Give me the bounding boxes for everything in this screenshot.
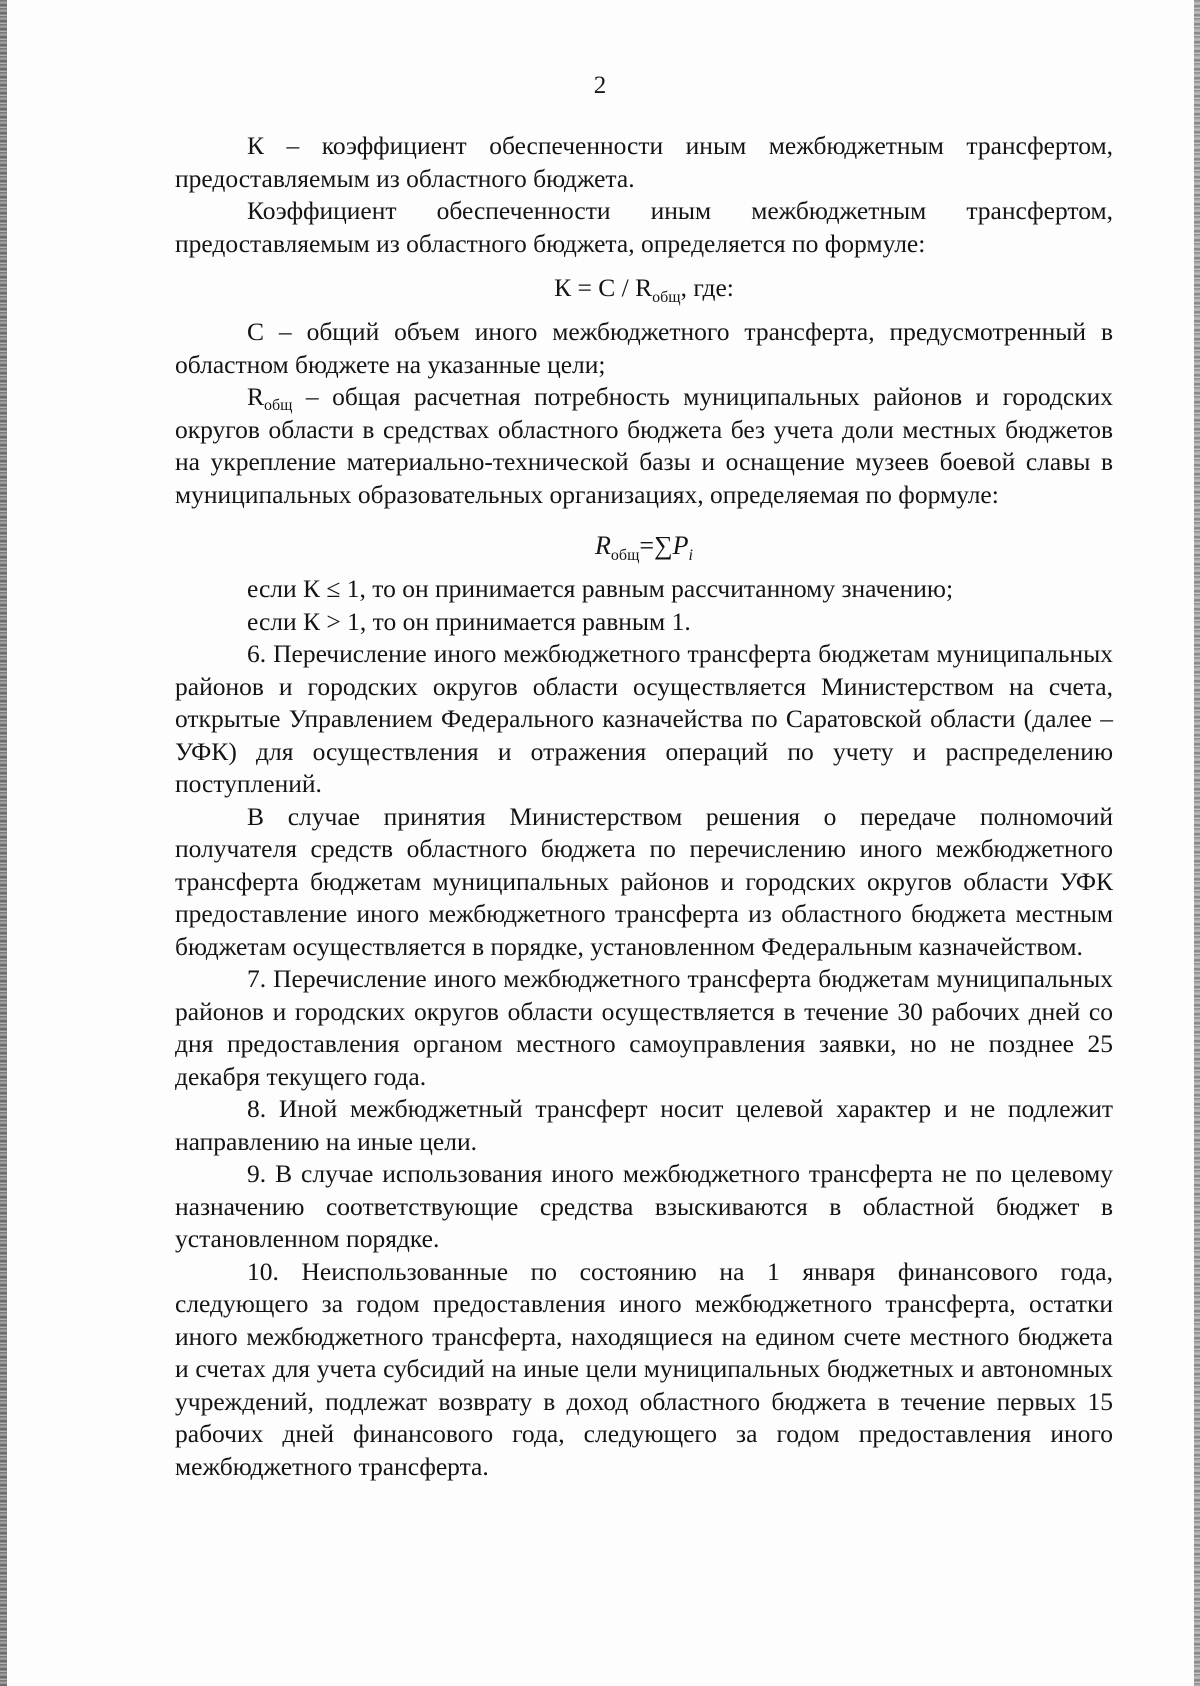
formula-r-term: P [672,531,689,560]
r-definition-text: – общая расчетная потребность муниципальных районов и городских округов области в средствах областного бюджета без учета доли местных бюджетов на укрепление материально-технической базы и оснащение музеев боевой славы в муниципальных образовательных организациях, определяемая по формуле: [175,382,1113,509]
formula-k-rest: , где: [680,273,734,302]
paragraph-item-9: 9. В случае использования иного межбюджетного трансферта не по целевому назначению соответствующие средства взыскиваются в областной бюджет в установленном порядке. [175,1159,1113,1253]
scan-edge-left [0,0,7,1686]
formula-r-lhs: R [595,531,611,560]
formula-r-sum [175,529,1113,563]
paragraph-k-gt-1: если К > 1, то он принимается равным 1. [247,606,691,636]
formula-k [175,271,1113,305]
formula-r-equals: = [639,531,655,560]
formula-r-term-subscript: i [688,547,693,564]
paragraph-c-definition: С – общий объем иного межбюджетного трансферта, предусмотренный в областном бюджете на указанные цели; [175,317,1113,379]
formula-k-subscript: общ [652,289,681,306]
paragraph-r-definition [175,381,1113,511]
paragraph-item-10: 10. Неиспользованные по состоянию на 1 января финансового года, следующего за годом предоставления иного межбюджетного трансферта, остатки иного межбюджетного трансферта, находящиеся на едином счете местного бюджета и счетах для учета субсидий на иные цели муниципальных бюджетных и автономных учреждений, подлежат возврату в доход областного бюджета в течение первых 15 рабочих дней финансового года, следующего за годом предоставления иного межбюджетного трансферта. [175,1256,1113,1481]
page-number: 2 [593,72,607,99]
paragraph-item-8: 8. Иной межбюджетный трансферт носит целевой характер и не подлежит направлению на иные цели. [175,1094,1113,1156]
formula-k-lhs: К = С / R [554,273,653,302]
document-body [175,130,1113,1483]
sigma-icon: ∑ [654,531,673,560]
paragraph-item-6: 6. Перечисление иного межбюджетного трансферта бюджетам муниципальных районов и городских округов области осуществляется Министерством на счета, открытые Управлением Федерального казначейства по Саратовской области (далее – УФК) для осуществления и отражения операций по учету и распределению поступлений. [175,639,1113,798]
r-symbol: R [247,382,265,411]
formula-r-subscript: общ [610,547,640,564]
paragraph-item-7: 7. Перечисление иного межбюджетного трансферта бюджетам муниципальных районов и городских округов области осуществляется в течение 30 рабочих дней со дня предоставления органом местного самоуправления заявки, но не позднее 25 декабря текущего года. [175,964,1113,1091]
r-subscript: общ [264,397,293,414]
paragraph-item-6-ufk: В случае принятия Министерством решения о передаче полномочий получателя средств областного бюджета по перечислению иного межбюджетного трансферта бюджетам муниципальных районов и городских округов области УФК предоставление иного межбюджетного трансферта из областного бюджета местным бюджетам осуществляется в порядке, установленном Федеральным казначейством. [175,801,1113,961]
scan-edge-right [1194,0,1200,1686]
paragraph-k-formula-intro: Коэффициент обеспеченности иным межбюджетным трансфертом, предоставляемым из областного бюджета, определяется по формуле: [175,196,1113,258]
paragraph-k-le-1: если К ≤ 1, то он принимается равным рассчитанному значению; [247,574,954,603]
paragraph-k-definition: К – коэффициент обеспеченности иным межбюджетным трансфертом, предоставляемым из областного бюджета. [175,131,1113,193]
